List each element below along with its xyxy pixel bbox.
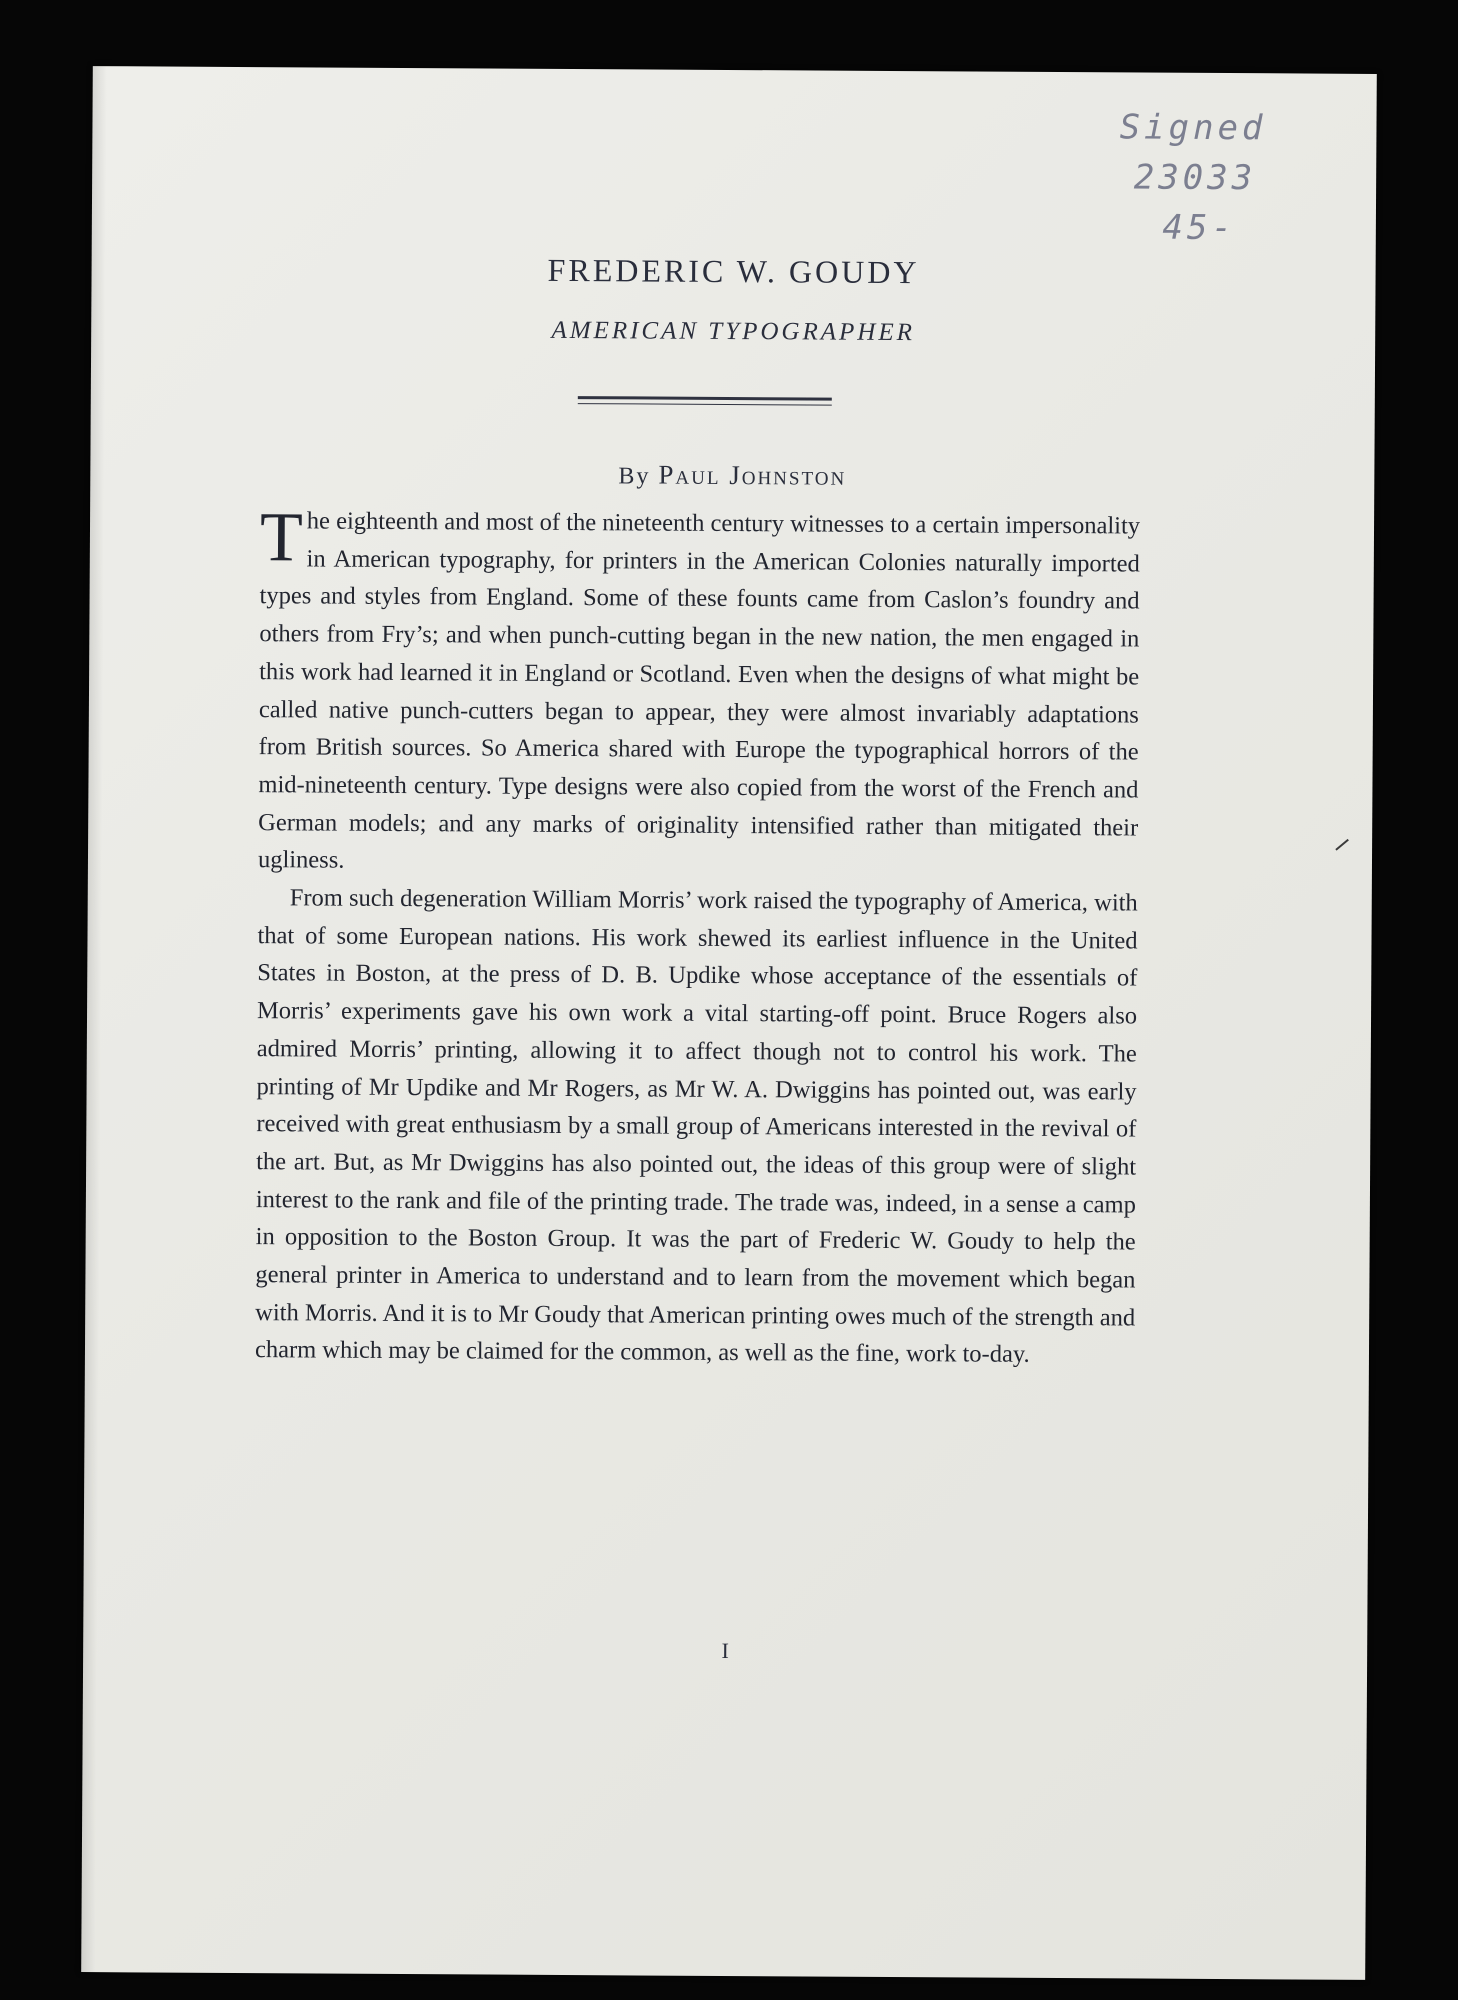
edge-mark <box>1335 839 1349 851</box>
annotation-line-signed: Signed <box>1119 107 1267 149</box>
byline-author: Paul Johnston <box>658 459 847 491</box>
paragraph-1 <box>257 499 1141 884</box>
title-rule-thick <box>578 396 832 401</box>
byline-prefix: By <box>618 463 651 490</box>
paragraph-2: From such degeneration William Morris’ work raised the typography of America, with that of some European nations. His work shewed its earliest influence in the United States in Boston, at the press of D. B. Updike whose acceptance of the essentials of Morris’ experiments gave his own work a vital starting-off point. Bruce Rogers also admired Morris’ printing, allowing it to affect though not to control his work. The printing of Mr Updike and Mr Rogers, as Mr W. A. Dwiggins has pointed out, was early received with great enthusiasm by a small group of Americans interested in the revival of the art. But, as Mr Dwiggins has also pointed out, the ideas of this group were of slight interest to the rank and file of the printing trade. The trade was, indeed, in a sense a camp in opposition to the Boston Group. It was the part of Frederic W. Goudy to help the general printer in America to understand and to learn from the movement which began with Morris. And it is to Mr Goudy that American printing owes much of the strength and charm which may be claimed for the common, as well as the fine, work to-day. <box>254 884 1138 1369</box>
pencil-annotation <box>1119 102 1267 253</box>
page-title: FREDERIC W. GOUDY <box>547 251 920 291</box>
title-rule-thin <box>578 403 832 406</box>
byline <box>90 456 1374 495</box>
page-number: I <box>721 1637 729 1664</box>
page-subtitle: AMERICAN TYPOGRAPHER <box>551 316 916 347</box>
drop-cap: T <box>259 499 303 577</box>
document-page <box>81 66 1377 1980</box>
annotation-line-price: 45- <box>1162 207 1236 249</box>
article-body <box>254 499 1141 1375</box>
paragraph-1-text: he eighteenth and most of the nineteenth century witnesses to a certain impersonality in American typography, for printers in the American Colonies naturally imported types and styles from England. Some of these founts came from Caslon’s foundry and others from Fry’s; and when punch-cutting began in the new nation, the men engaged in this work had learned it in England or Scotland. Even when the designs of what might be called native punch-cutters began to appear, they were almost invariably adaptations from British sources. So America shared with Europe the typographical horrors of the mid-nineteenth century. Type designs were also copied from the worst of the French and German models; and any marks of originality intensified rather than mitigated their ugliness. <box>257 507 1141 874</box>
annotation-line-number: 23033 <box>1133 157 1257 199</box>
